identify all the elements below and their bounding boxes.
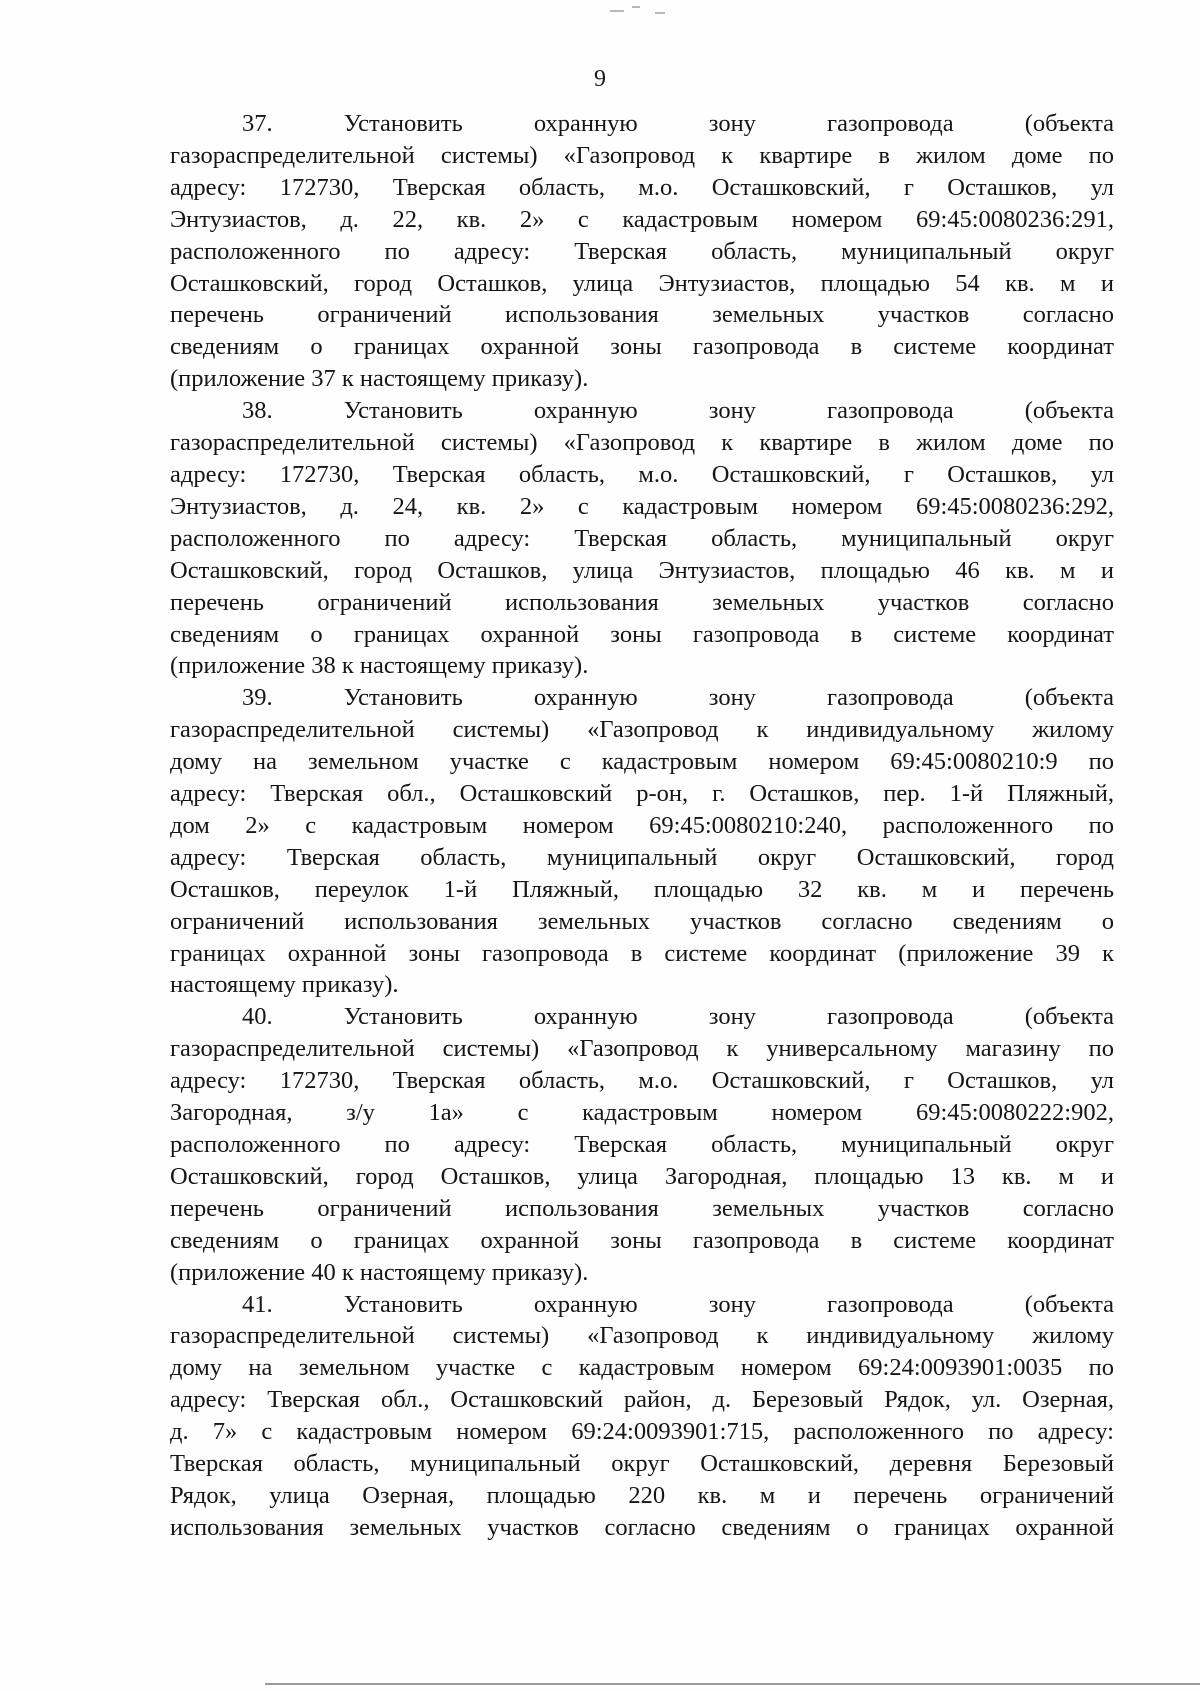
paragraph-40-line: сведениям о границах охранной зоны газопровода в системе координат — [170, 1226, 1114, 1254]
paragraph-38-line: Энтузиастов, д. 24, кв. 2» с кадастровым номером 69:45:0080236:292, — [170, 492, 1114, 520]
paragraph-39-line: дому на земельном участке с кадастровым номером 69:45:0080210:9 по — [170, 748, 1114, 776]
paragraph-37-line: газораспределительной системы) «Газопровод к квартире в жилом доме по — [170, 141, 1114, 169]
scan-artifact — [655, 12, 665, 14]
paragraph-39-line: ограничений использования земельных участков согласно сведениям о — [170, 907, 1114, 935]
paragraph-38-line: газораспределительной системы) «Газопровод к квартире в жилом доме по — [170, 429, 1114, 457]
paragraph-40-line: Осташковский, город Осташков, улица Загородная, площадью 13 кв. м и — [170, 1162, 1114, 1190]
document-body — [170, 108, 1114, 1544]
scan-artifact — [610, 10, 624, 12]
paragraph-39-line: адресу: Тверская область, муниципальный округ Осташковский, город — [170, 843, 1114, 871]
paragraph-39-line: адресу: Тверская обл., Осташковский р-он, г. Осташков, пер. 1-й Пляжный, — [170, 780, 1114, 808]
paragraph-38-line: Осташковский, город Осташков, улица Энтузиастов, площадью 46 кв. м и — [170, 556, 1114, 584]
paragraph-37-line: адресу: 172730, Тверская область, м.о. Осташковский, г Осташков, ул — [170, 173, 1114, 201]
paragraph-38-line: расположенного по адресу: Тверская область, муниципальный округ — [170, 524, 1114, 552]
paragraph-37-line: 37. Установить охранную зону газопровода (объекта — [242, 110, 1114, 137]
paragraph-41-line: д. 7» с кадастровым номером 69:24:0093901:715, расположенного по адресу: — [170, 1418, 1114, 1446]
paragraph-40-line: перечень ограничений использования земельных участков согласно — [170, 1194, 1114, 1222]
paragraph-41-line: Рядок, улица Озерная, площадью 220 кв. м и перечень ограничений — [170, 1481, 1114, 1509]
paragraph-41-line: дому на земельном участке с кадастровым номером 69:24:0093901:0035 по — [170, 1354, 1114, 1382]
paragraph-40-line: газораспределительной системы) «Газопровод к универсальному магазину по — [170, 1035, 1114, 1063]
paragraph-38-line: перечень ограничений использования земельных участков согласно — [170, 588, 1114, 616]
paragraph-41-line: использования земельных участков согласно сведениям о границах охранной — [170, 1513, 1114, 1541]
paragraph-38-line: сведениям о границах охранной зоны газопровода в системе координат — [170, 620, 1114, 648]
paragraph-41-line: Тверская область, муниципальный округ Осташковский, деревня Березовый — [170, 1450, 1114, 1478]
paragraph-38-line: (приложение 38 к настоящему приказу). — [170, 652, 589, 680]
scan-edge-line — [265, 1683, 1200, 1685]
paragraph-41-line: газораспределительной системы) «Газопровод к индивидуальному жилому — [170, 1322, 1114, 1350]
paragraph-37-line: (приложение 37 к настоящему приказу). — [170, 365, 589, 393]
paragraph-38-line: 38. Установить охранную зону газопровода (объекта — [242, 397, 1114, 425]
paragraph-37-line: расположенного по адресу: Тверская область, муниципальный округ — [170, 237, 1114, 265]
paragraph-41-line: адресу: Тверская обл., Осташковский район, д. Березовый Рядок, ул. Озерная, — [170, 1386, 1114, 1414]
paragraph-37-line: Осташковский, город Осташков, улица Энтузиастов, площадью 54 кв. м и — [170, 269, 1114, 297]
paragraph-40-line: 40. Установить охранную зону газопровода (объекта — [242, 1003, 1114, 1031]
paragraph-40-line: расположенного по адресу: Тверская область, муниципальный округ — [170, 1131, 1114, 1158]
page-number: 9 — [594, 66, 606, 92]
paragraph-37-line: перечень ограничений использования земельных участков согласно — [170, 301, 1114, 329]
paragraph-37-line: сведениям о границах охранной зоны газопровода в системе координат — [170, 333, 1114, 361]
paragraph-39-line: настоящему приказу). — [170, 971, 399, 999]
paragraph-39-line: Осташков, переулок 1-й Пляжный, площадью 32 кв. м и перечень — [170, 875, 1114, 903]
paragraph-39-line: границах охранной зоны газопровода в системе координат (приложение 39 к — [170, 939, 1114, 967]
paragraph-39-line: дом 2» с кадастровым номером 69:45:0080210:240, расположенного по — [170, 811, 1114, 839]
scan-artifact — [632, 6, 640, 8]
paragraph-41-line: 41. Установить охранную зону газопровода (объекта — [242, 1290, 1114, 1318]
paragraph-40-line: адресу: 172730, Тверская область, м.о. Осташковский, г Осташков, ул — [170, 1067, 1114, 1095]
paragraph-39-line: 39. Установить охранную зону газопровода (объекта — [242, 684, 1114, 712]
paragraph-40-line: Загородная, з/у 1а» с кадастровым номером 69:45:0080222:902, — [170, 1099, 1114, 1127]
paragraph-37-line: Энтузиастов, д. 22, кв. 2» с кадастровым номером 69:45:0080236:291, — [170, 205, 1114, 233]
paragraph-38-line: адресу: 172730, Тверская область, м.о. Осташковский, г Осташков, ул — [170, 460, 1114, 488]
paragraph-39-line: газораспределительной системы) «Газопровод к индивидуальному жилому — [170, 716, 1114, 744]
paragraph-40-line: (приложение 40 к настоящему приказу). — [170, 1258, 589, 1286]
